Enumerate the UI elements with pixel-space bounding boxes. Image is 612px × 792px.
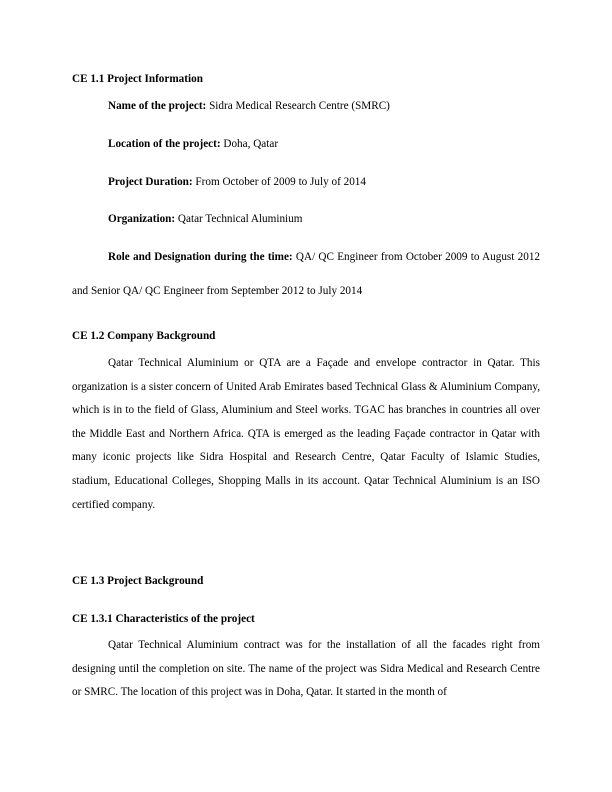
paragraph-project-characteristics: Qatar Technical Aluminium contract was for the installation of all the facades right from designing until the completion on site. The name of the project was Sidra Medical and Research Centre or SMRC. The location of this project was in Doha, Qatar. It started in the month of	[72, 639, 540, 699]
field-project-duration	[108, 175, 540, 189]
field-role-designation	[72, 240, 540, 308]
field-project-duration-value: From October of 2009 to July of 2014	[195, 176, 366, 188]
heading-project-characteristics: CE 1.3.1 Characteristics of the project	[72, 613, 255, 625]
heading-project-background: CE 1.3 Project Background	[72, 575, 204, 587]
field-project-name-label: Name of the project:	[108, 100, 207, 112]
heading-company-background: CE 1.2 Company Background	[72, 330, 216, 342]
field-project-name	[108, 99, 540, 113]
field-project-location	[108, 137, 540, 151]
field-role-designation-label: Role and Designation during the time:	[108, 251, 293, 263]
field-project-duration-label: Project Duration:	[108, 176, 193, 188]
heading-project-information: CE 1.1 Project Information	[72, 73, 203, 85]
paragraph-company-background: Qatar Technical Aluminium or QTA are a Façade and envelope contractor in Qatar. This organization is a sister concern of United Arab Emirates based Technical Glass & Aluminium Company, which is in to the field of Glass, Aluminium and Steel works. TGAC has branches in countries all over the Middle East and Northern Africa. QTA is emerged as the leading Façade contractor in Qatar with many iconic projects like Sidra Hospital and Research Centre, Qatar Faculty of Islamic Studies, stadium, Educational Colleges, Shopping Malls in its account. Qatar Technical Aluminium is an ISO certified company.	[72, 357, 540, 511]
field-organization	[108, 212, 540, 226]
field-project-location-value: Doha, Qatar	[223, 138, 279, 150]
field-project-name-value: Sidra Medical Research Centre (SMRC)	[209, 100, 390, 112]
field-project-location-label: Location of the project:	[108, 138, 221, 150]
field-organization-label: Organization:	[108, 213, 176, 225]
field-role-designation-value: QA/ QC Engineer from October 2009 to August 2012 and Senior QA/ QC Engineer from September 2012 to July 2014	[72, 251, 541, 297]
field-organization-value: Qatar Technical Aluminium	[177, 213, 303, 225]
